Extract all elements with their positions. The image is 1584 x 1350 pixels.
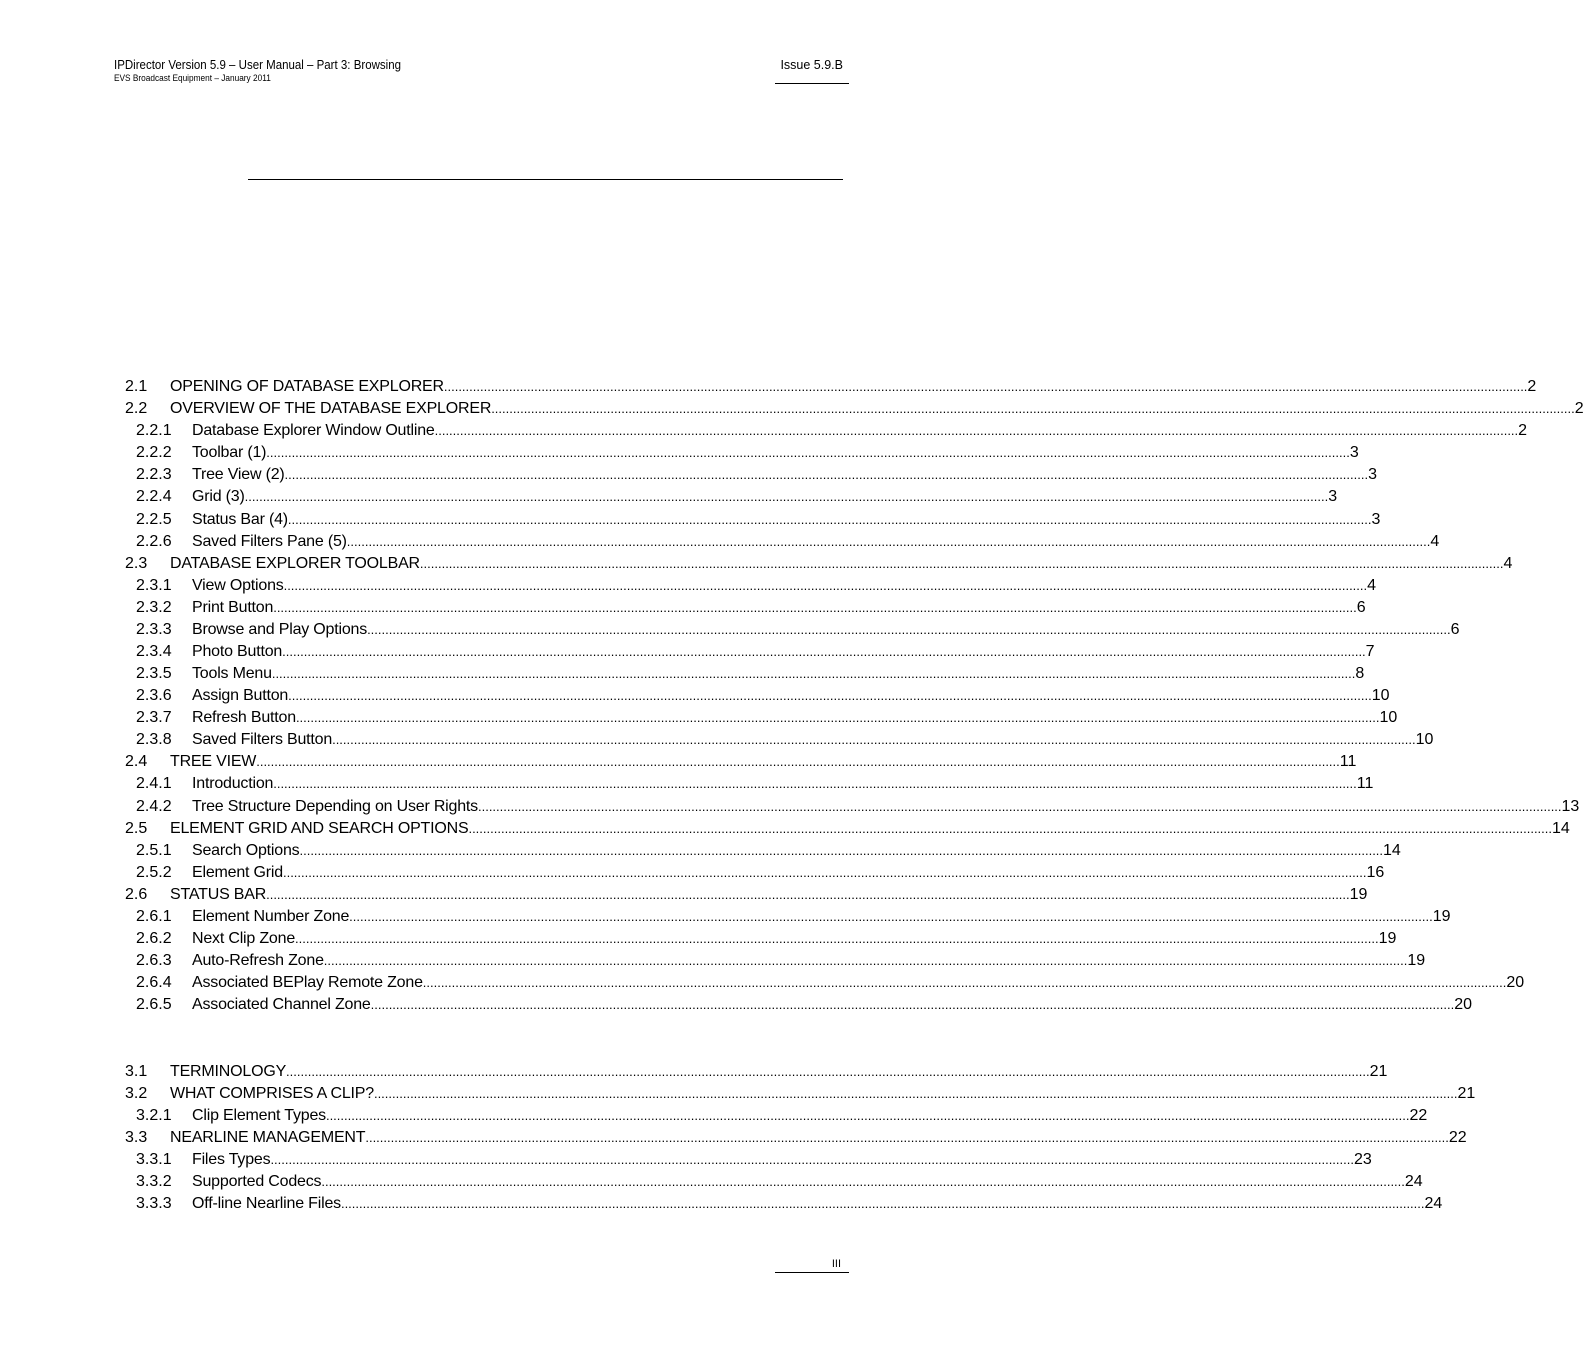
toc-entry-number: 2.6 [125,885,148,903]
toc-entry-page: 19 [1378,930,1397,947]
toc-entry-title: Browse and Play Options [192,620,368,638]
toc-leader-dots: ............................................................................................................................................................................................................................................................................................................ [282,864,1367,880]
toc-entry-title: Grid (3) [192,488,245,506]
toc-entry-number: 2.6.5 [136,996,172,1014]
toc-entry-title: Clip Element Types [192,1106,326,1124]
toc-entry-number: 2.6.1 [136,907,172,925]
toc-leader-dots: ............................................................................................................................................................................................................................................................................................................ [419,555,1504,571]
toc-entry-line [192,464,1377,486]
toc-entry-line [192,729,1434,751]
toc-entry-title: Saved Filters Pane (5) [192,532,347,550]
toc-entry-title: Tools Menu [192,665,272,682]
toc-entry-title: View Options [192,576,284,594]
toc-entry-page: 20 [1506,974,1525,992]
toc-entry-line [192,442,1359,464]
toc-leader-dots: ............................................................................................................................................................................................................................................................................................................ [349,908,1433,924]
toc-entry[interactable] [125,685,1390,707]
toc-entry-page: 13 [1561,797,1580,815]
toc-entry[interactable] [125,818,1570,840]
toc-entry-title: OPENING OF DATABASE EXPLORER [170,378,444,395]
toc-entry-number: 2.6.4 [136,974,172,992]
toc-leader-dots: ............................................................................................................................................................................................................................................................................................................ [286,1063,1370,1079]
toc-entry[interactable] [125,575,1377,597]
toc-entry-line [170,1127,1467,1149]
toc-entry[interactable] [125,376,1537,398]
toc-entry-page: 21 [1457,1084,1476,1102]
toc-entry-title: Associated Channel Zone [192,996,371,1014]
toc-entry-title: TERMINOLOGY [170,1062,287,1080]
chapter-divider [248,179,843,180]
toc-entry-number: 2.5 [125,819,148,837]
toc-entry-page: 6 [1356,598,1366,616]
toc-entry-line [192,641,1375,663]
toc-entry[interactable] [125,729,1434,751]
toc-entry-title: Files Types [192,1151,271,1168]
toc-leader-dots: ............................................................................................................................................................................................................................................................................................................ [468,820,1552,836]
toc-entry-line [192,531,1440,553]
toc-leader-dots: ............................................................................................................................................................................................................................................................................................................ [266,445,1350,461]
toc-entry-title: Supported Codecs [192,1173,322,1191]
toc-entry-number: 2.3.7 [136,709,172,727]
toc-entry-page: 11 [1356,775,1374,793]
toc-entry-line [192,1105,1428,1127]
toc-entry-title: Next Clip Zone [192,930,296,947]
toc-leader-dots: ............................................................................................................................................................................................................................................................................................................ [365,1130,1449,1145]
toc-entry[interactable] [125,1193,1443,1215]
toc-entry-line [192,1171,1423,1193]
toc-entry[interactable] [125,950,1426,972]
toc-entry-number: 2.4.2 [136,797,172,815]
toc-entry-line [192,796,1580,818]
toc-leader-dots: ............................................................................................................................................................................................................................................................................................................ [332,732,1416,748]
toc-entry-line [170,376,1537,398]
toc-entry-title: Assign Button [192,687,289,705]
toc-entry-page: 4 [1367,576,1377,594]
toc-entry[interactable] [125,928,1397,950]
toc-entry-line [192,509,1381,531]
page-number: III [831,1258,841,1270]
toc-entry-number: 3.3.1 [136,1151,172,1168]
toc-entry-number: 3.2.1 [136,1106,172,1124]
toc-entry-title: Introduction [192,775,274,793]
toc-entry-line [192,994,1472,1016]
toc-entry-line [192,597,1366,619]
toc-leader-dots: ............................................................................................................................................................................................................................................................................................................ [299,842,1384,858]
toc-entry-number: 2.3.5 [136,665,172,682]
toc-entry[interactable] [125,1061,1388,1083]
toc-entry-page: 2 [1574,400,1584,418]
toc-entry-line [192,685,1390,707]
toc-entry-line [192,928,1397,950]
toc-entry-number: 2.3.2 [136,598,172,616]
toc-leader-dots: ............................................................................................................................................................................................................................................................................................................ [434,423,1519,439]
toc-leader-dots: ............................................................................................................................................................................................................................................................................................................ [491,401,1575,417]
toc-entry[interactable] [125,464,1377,486]
toc-entry[interactable] [125,1171,1423,1193]
toc-entry-line [192,575,1377,597]
toc-leader-dots: ............................................................................................................................................................................................................................................................................................................ [422,975,1507,991]
toc-entry-number: 2.6.2 [136,930,172,947]
toc-leader-dots: ............................................................................................................................................................................................................................................................................................................ [288,688,1372,704]
toc-entry-page: 4 [1430,532,1440,550]
toc-entry-number: 2.2 [125,400,148,418]
header-divider [775,83,849,84]
toc-leader-dots: ............................................................................................................................................................................................................................................................................................................ [266,886,1350,902]
toc-entry-line [192,906,1451,928]
toc-leader-dots: ............................................................................................................................................................................................................................................................................................................ [273,776,1357,792]
toc-entry-line [192,420,1528,442]
toc-entry-page: 11 [1339,753,1357,771]
toc-entry-title: Refresh Button [192,709,296,727]
toc-leader-dots: ............................................................................................................................................................................................................................................................................................................ [443,379,1528,394]
toc-leader-dots: ............................................................................................................................................................................................................................................................................................................ [284,467,1369,483]
toc-entry-number: 2.3.6 [136,687,172,705]
toc-entry-page: 19 [1432,907,1451,925]
toc-leader-dots: ............................................................................................................................................................................................................................................................................................................ [283,577,1368,593]
toc-entry-line [170,818,1570,840]
toc-entry-page: 24 [1404,1173,1423,1191]
toc-entry-page: 10 [1371,687,1390,705]
toc-entry-number: 2.6.3 [136,952,172,970]
toc-leader-dots: ............................................................................................................................................................................................................................................................................................................ [273,599,1357,615]
toc-entry-title: OVERVIEW OF THE DATABASE EXPLORER [170,400,492,418]
toc-entry-title: Tree Structure Depending on User Rights [192,797,478,815]
toc-entry-page: 22 [1409,1106,1428,1124]
document-subtitle: EVS Broadcast Equipment – January 2011 [114,73,271,83]
toc-entry[interactable] [125,1083,1476,1105]
toc-leader-dots: ............................................................................................................................................................................................................................................................................................................ [477,798,1562,814]
toc-entry-title: Associated BEPlay Remote Zone [192,974,423,992]
toc-entry-line [192,663,1365,685]
toc-entry-line [170,398,1584,420]
document-title: IPDirector Version 5.9 – User Manual – Part 3: Browsing [114,58,401,72]
toc-leader-dots: ............................................................................................................................................................................................................................................................................................................ [325,1107,1410,1123]
toc-entry[interactable] [125,773,1374,795]
toc-entry[interactable] [125,796,1580,818]
toc-entry[interactable] [125,1127,1467,1149]
toc-entry[interactable] [125,553,1513,575]
toc-entry-title: Search Options [192,841,300,859]
toc-leader-dots: ............................................................................................................................................................................................................................................................................................................ [346,533,1431,549]
toc-entry-number: 2.3 [125,554,148,572]
toc-entry-line [192,972,1525,994]
toc-entry[interactable] [125,906,1451,928]
toc-entry-title: Auto-Refresh Zone [192,952,324,970]
toc-entry-page: 19 [1407,952,1426,970]
toc-entry-page: 20 [1454,996,1472,1014]
footer-divider [775,1272,849,1273]
toc-entry-page: 3 [1328,488,1338,506]
toc-entry[interactable] [125,707,1398,729]
toc-entry-number: 2.2.5 [136,510,172,528]
toc-entry-title: Element Number Zone [192,907,350,925]
toc-leader-dots: ............................................................................................................................................................................................................................................................................................................ [256,754,1340,770]
toc-entry-title: NEARLINE MANAGEMENT [170,1129,366,1146]
issue-label: Issue 5.9.B [780,58,843,72]
toc-entry-page: 2 [1518,422,1528,440]
toc-entry[interactable] [125,420,1528,442]
toc-entry-title: TREE VIEW [170,753,257,771]
toc-entry-page: 4 [1503,554,1513,572]
toc-entry-number: 3.1 [125,1062,148,1080]
toc-entry-title: Element Grid [192,863,283,881]
toc-entry-page: 3 [1368,466,1377,484]
toc-entry-number: 2.3.3 [136,620,172,638]
toc-entry-title: ELEMENT GRID AND SEARCH OPTIONS [170,819,469,837]
toc-entry-line [192,773,1374,795]
toc-entry-line [192,862,1385,884]
toc-entry[interactable] [125,641,1375,663]
toc-leader-dots: ............................................................................................................................................................................................................................................................................................................ [340,1196,1425,1212]
toc-entry-number: 2.5.1 [136,841,172,859]
toc-entry-page: 14 [1383,841,1401,859]
toc-entry-line [192,486,1338,508]
toc-entry-page: 14 [1552,819,1570,837]
toc-entry[interactable] [125,442,1359,464]
toc-entry[interactable] [125,509,1381,531]
toc-entry[interactable] [125,663,1365,685]
toc-entry-page: 3 [1349,444,1359,462]
toc-entry-number: 3.3.3 [136,1195,172,1213]
toc-leader-dots: ............................................................................................................................................................................................................................................................................................................ [282,644,1366,659]
toc-entry-number: 2.3.8 [136,731,172,749]
toc-entry-page: 16 [1366,863,1385,881]
toc-entry-page: 2 [1527,378,1537,395]
toc-entry-title: WHAT COMPRISES A CLIP? [170,1084,374,1102]
toc-entry-page: 10 [1379,709,1398,727]
toc-entry[interactable] [125,531,1440,553]
toc-entry-page: 23 [1353,1151,1372,1168]
toc-entry-title: Toolbar (1) [192,444,267,462]
toc-entry-number: 2.2.2 [136,444,172,462]
toc-entry[interactable] [125,486,1338,508]
toc-entry-number: 2.3.4 [136,643,172,660]
toc-leader-dots: ............................................................................................................................................................................................................................................................................................................ [295,931,1379,946]
toc-entry-page: 22 [1448,1129,1467,1146]
toc-entry-title: Saved Filters Button [192,731,333,749]
toc-entry-page: 21 [1369,1062,1388,1080]
toc-entry-page: 8 [1355,665,1365,682]
toc-entry[interactable] [125,862,1385,884]
toc-entry-title: Tree View (2) [192,466,285,484]
toc-entry-number: 2.4.1 [136,775,172,793]
toc-entry-line [170,553,1513,575]
toc-leader-dots: ............................................................................................................................................................................................................................................................................................................ [295,710,1380,726]
toc-entry-page: 6 [1450,620,1460,638]
toc-leader-dots: ............................................................................................................................................................................................................................................................................................................ [271,666,1356,681]
toc-entry-number: 2.2.3 [136,466,172,484]
toc-entry[interactable] [125,972,1525,994]
toc-entry-line [192,1149,1372,1171]
toc-entry-title: Photo Button [192,643,283,660]
toc-entry-number: 2.5.2 [136,863,172,881]
toc-entry-number: 2.1 [125,378,148,395]
toc-entry-line [170,884,1368,906]
toc-leader-dots: ............................................................................................................................................................................................................................................................................................................ [373,1085,1458,1101]
toc-entry-line [170,1083,1476,1105]
toc-entry[interactable] [125,597,1366,619]
toc-entry-title: Status Bar (4) [192,510,288,528]
toc-leader-dots: ............................................................................................................................................................................................................................................................................................................ [367,621,1451,637]
toc-leader-dots: ............................................................................................................................................................................................................................................................................................................ [323,953,1408,969]
toc-entry-number: 3.3.2 [136,1173,172,1191]
toc-leader-dots: ............................................................................................................................................................................................................................................................................................................ [287,511,1372,527]
toc-entry-title: DATABASE EXPLORER TOOLBAR [170,554,420,572]
toc-entry[interactable] [125,994,1472,1016]
toc-entry-page: 19 [1349,885,1368,903]
toc-entry-line [192,619,1460,641]
toc-entry[interactable] [125,840,1401,862]
toc-entry-line [192,707,1398,729]
toc-entry-number: 2.2.4 [136,488,172,506]
toc-entry-number: 3.3 [125,1129,148,1146]
toc-leader-dots: ............................................................................................................................................................................................................................................................................................................ [270,1152,1354,1167]
toc-leader-dots: ............................................................................................................................................................................................................................................................................................................ [321,1174,1405,1190]
toc-entry-line [192,840,1401,862]
toc-entry-line [192,950,1426,972]
toc-entry-page: 3 [1371,510,1381,528]
toc-entry-title: STATUS BAR [170,885,267,903]
toc-leader-dots: ............................................................................................................................................................................................................................................................................................................ [244,489,1329,505]
toc-entry[interactable] [125,1149,1372,1171]
toc-entry[interactable] [125,398,1584,420]
toc-entry-number: 3.2 [125,1084,148,1102]
toc-entry-title: Print Button [192,598,274,616]
toc-entry[interactable] [125,884,1368,906]
toc-entry-page: 24 [1424,1195,1443,1213]
page-header-left [114,57,426,84]
toc-entry-page: 10 [1415,731,1434,749]
toc-entry[interactable] [125,619,1460,641]
toc-entry-line [170,751,1357,773]
toc-entry-line [192,1193,1443,1215]
toc-leader-dots: ............................................................................................................................................................................................................................................................................................................ [370,997,1455,1013]
toc-entry-number: 2.3.1 [136,576,172,594]
toc-entry-number: 2.2.6 [136,532,172,550]
toc-entry[interactable] [125,751,1357,773]
toc-entry-title: Off-line Nearline Files [192,1195,341,1213]
toc-entry-number: 2.2.1 [136,422,172,440]
toc-entry-page: 7 [1365,643,1375,660]
toc-entry-number: 2.4 [125,753,148,771]
toc-entry-title: Database Explorer Window Outline [192,422,435,440]
toc-entry[interactable] [125,1105,1428,1127]
toc-entry-line [170,1061,1388,1083]
